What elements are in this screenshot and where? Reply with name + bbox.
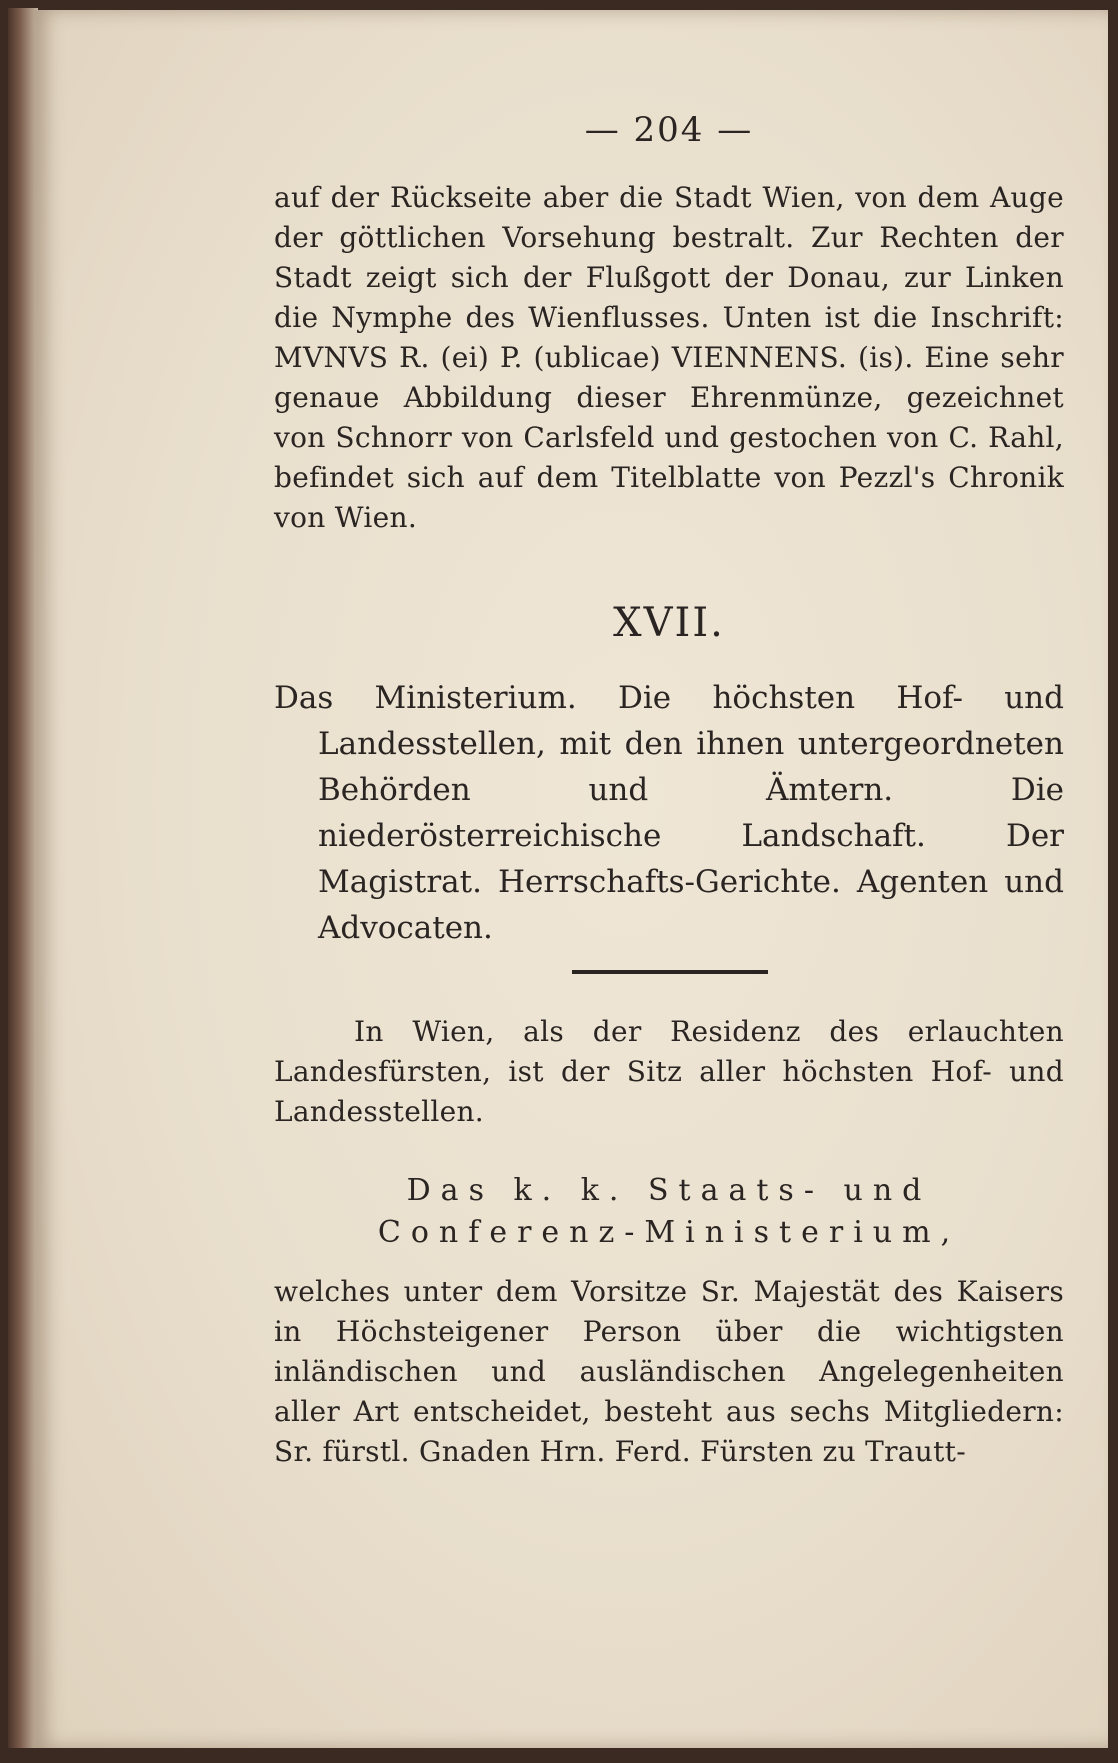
paragraph-intro: In Wien, als der Residenz des erlauchten Landesfürsten, ist der Sitz aller höchsten Hof- und Landesstellen. <box>274 1015 1064 1128</box>
paragraph-ministry: welches unter dem Vorsitze Sr. Majestät des Kaisers in Höchsteigener Person über die wichtigsten inländischen und ausländischen Angelegenheiten aller Art entscheidet, besteht aus sechs Mitgliedern: Sr. fürstl. Gnaden Hrn. Ferd. Fürsten zu Trautt- <box>274 1275 1064 1468</box>
paragraph-continued: auf der Rückseite aber die Stadt Wien, von dem Auge der göttlichen Vorsehung bestralt. Zur Rechten der Stadt zeigt sich der Flußgott der Donau, zur Linken die Nymphe des Wienflusses. Unten ist die Inschrift: MVNVS R. (ei) P. (ublicae) VIENNENS. (is). Eine sehr genaue Abbildung dieser Ehrenmünze, gezeichnet von Schnorr von Carlsfeld und gestochen von C. Rahl, befindet sich auf dem Titelblatte von Pezzl's Chronik von Wien. <box>274 181 1064 534</box>
subheading-ministry: Das k. k. Staats- und Conferenz-Ministerium, <box>377 1173 961 1250</box>
section-divider <box>572 970 768 974</box>
book-page <box>34 10 1108 1748</box>
section-heading: XVII. <box>613 600 725 646</box>
section-summary: Das Ministerium. Die höchsten Hof- und Landesstellen, mit den ihnen untergeordneten Behörden und Ämtern. Die niederösterreichische Landschaft. Der Magistrat. Herrschafts-Gerichte. Agenten und Advocaten. <box>274 680 1064 946</box>
page-number: — 204 — <box>584 110 754 150</box>
